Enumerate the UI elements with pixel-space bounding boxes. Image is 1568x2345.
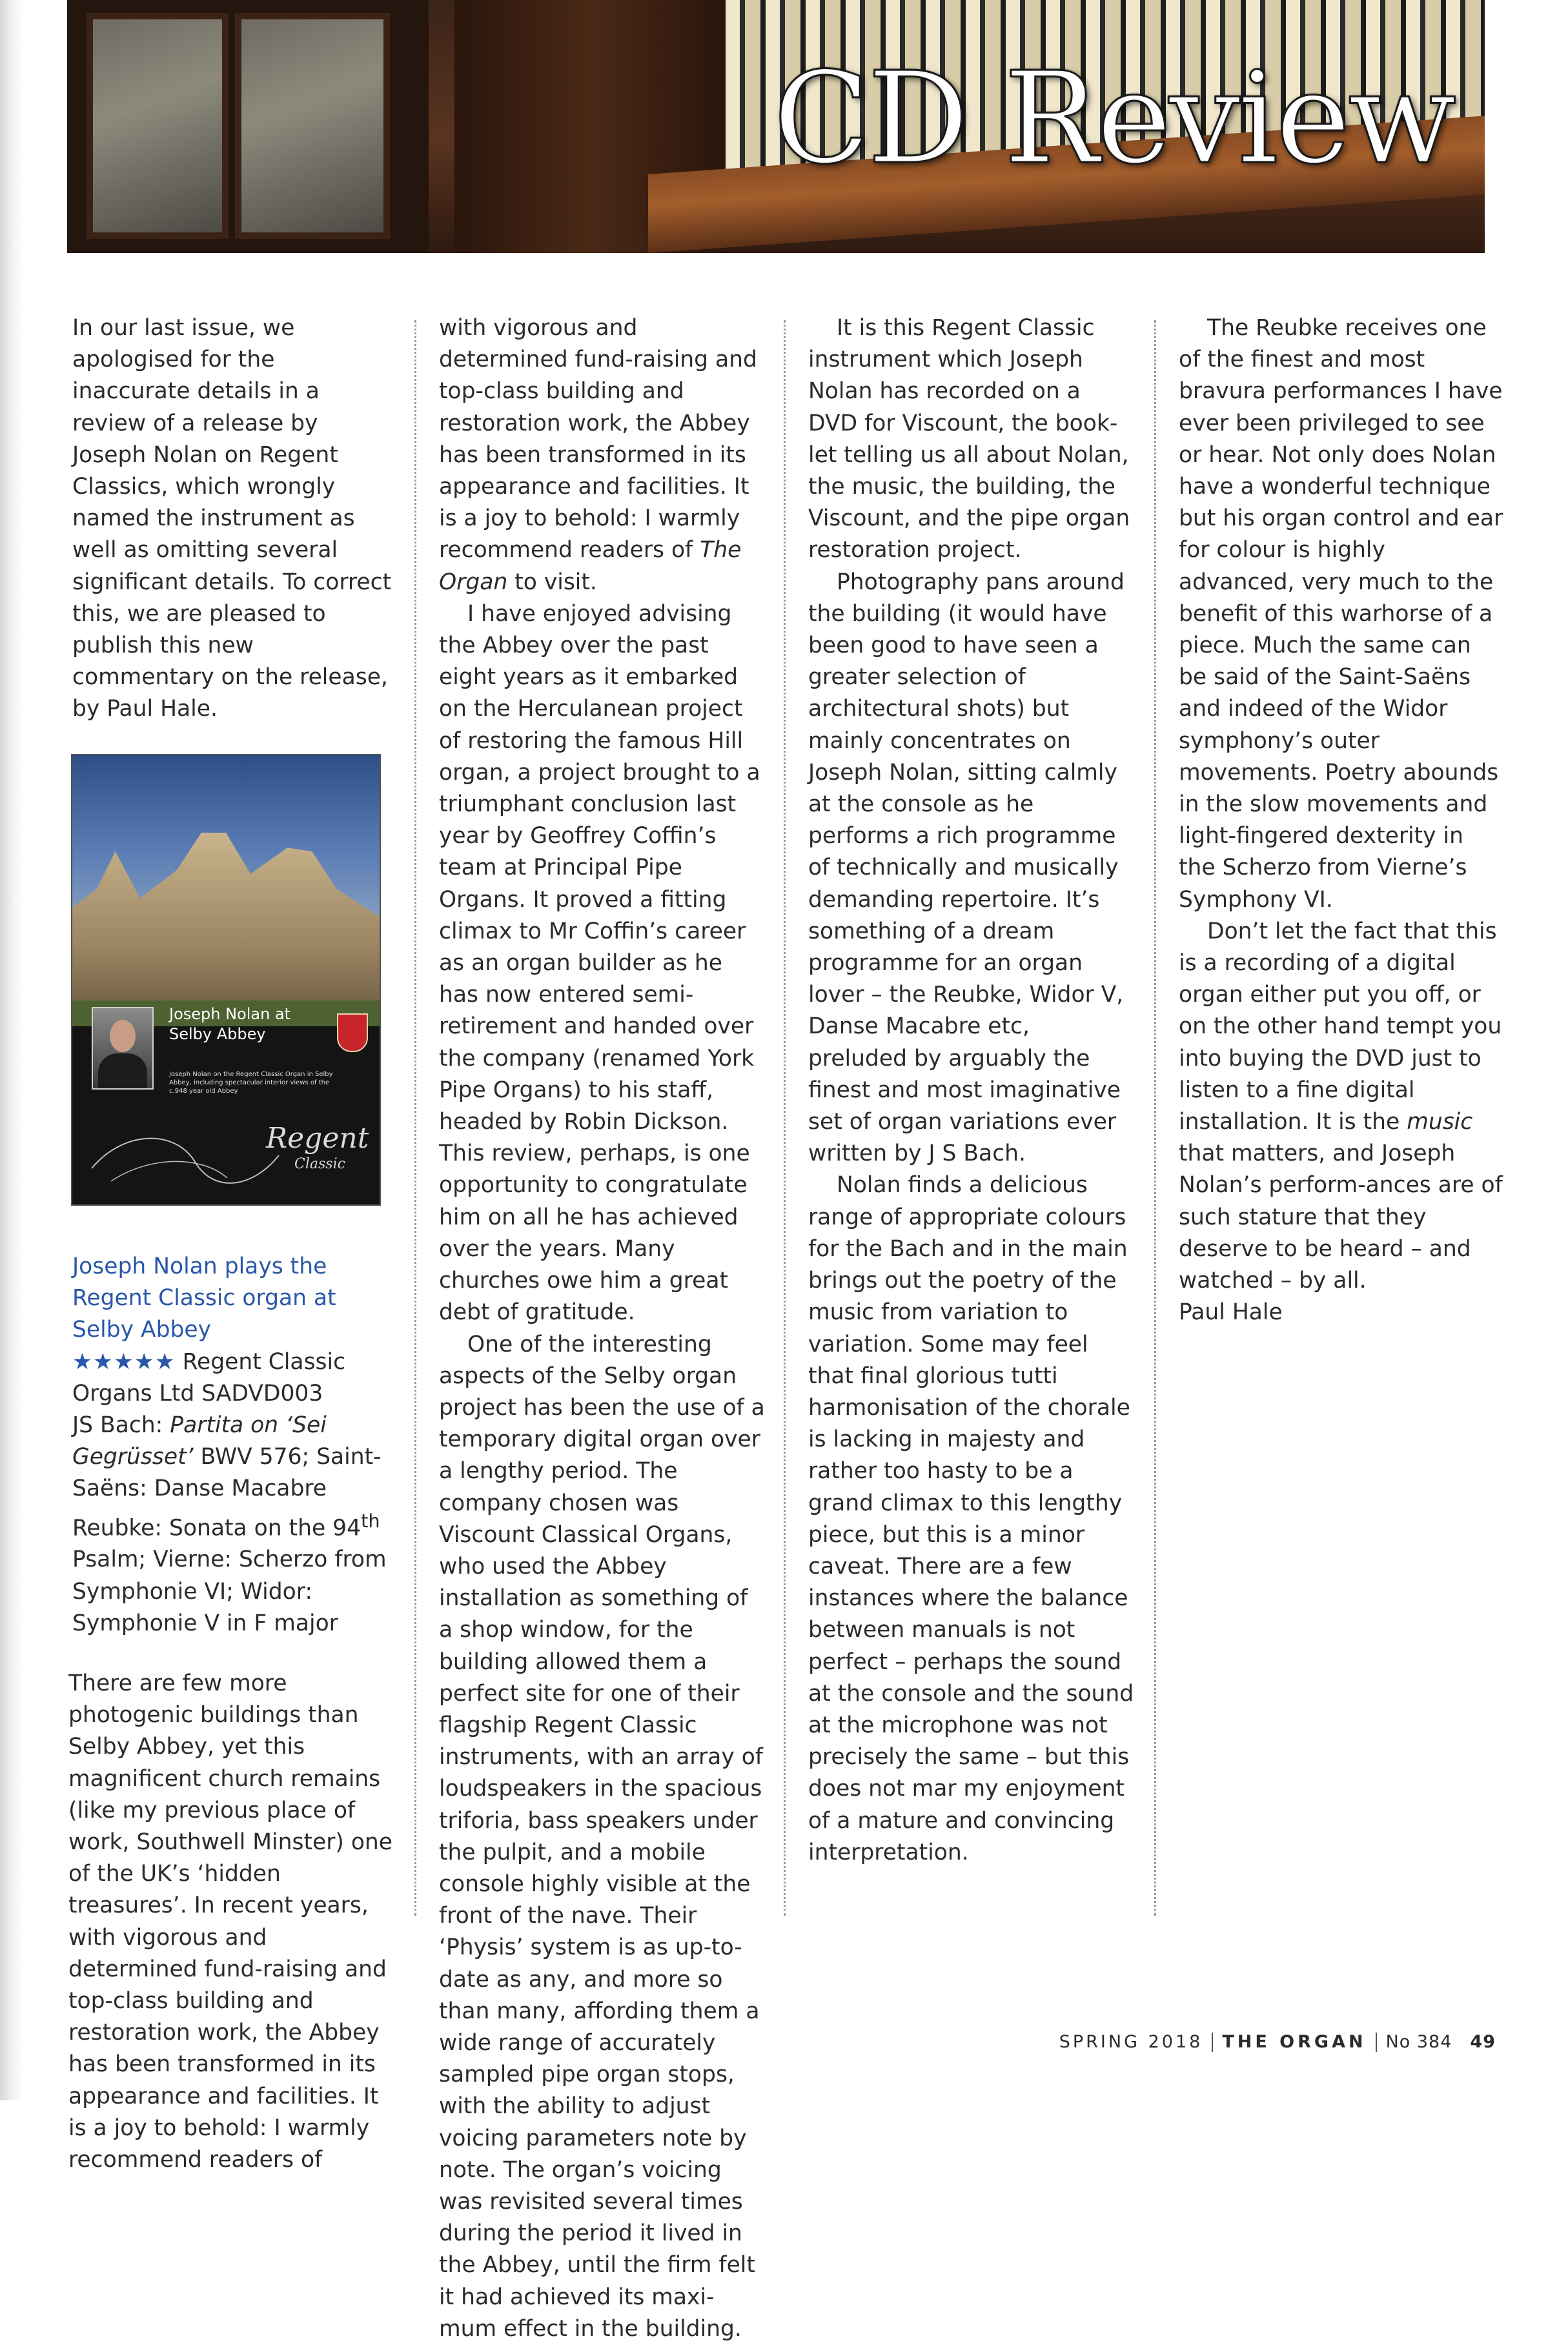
article-text: with vigorous and determined fund-raising and top-class building and restoration work, the Abbey has been transformed in its appearance and facilities. It is a joy to behold: I warmly recommend readers of: [439, 315, 757, 563]
banner-glass-pane: [87, 13, 229, 239]
page-footer: [1059, 2032, 1496, 2052]
article-paragraph: I have enjoyed advising the Abbey over the past eight years as it embarked on the Herculanean project of restoring the famous Hill organ, a project brought to a triumphant conclusion last year by Geoffrey Coffin’s team at Principal Pipe Organs. It proved a fitting climax to Mr Coffin’s career as an organ builder as he has now entered semi-retirement and handed over the company (renamed York Pipe Organs) to his staff, headed by Robin Dickson. This review, perhaps, is one opportunity to congratulate him on all he has achieved over the years. Many churches owe him a great debt of gratitude.: [439, 598, 765, 1329]
release-info: [72, 1251, 395, 1639]
article-column-1: [68, 1668, 394, 1926]
footer-separator: [1212, 2033, 1213, 2052]
article-paragraph: Nolan finds a delicious range of appropriate colours for the Bach and in the main brings out the poetry of the music from variation to variation. Some may feel that final glorious tutti harmonisation of the chorale is lacking in majesty and rather too hasty to be a grand climax to this lengthy piece, but this is a minor caveat. There are a few instances where the balance between manuals is not perfect – perhaps the sound at the console and the sound at the microphone was not precisely the same – but this does not mar my enjoyment of a mature and convincing interpretation.: [808, 1170, 1134, 1868]
article-paragraph: The Reubke receives one of the finest and most bravura performances I have ever been privileged to see or hear. Not only does Nolan have a wonderful technique but his organ control and ear for colour is highly advanced, very much to the benefit of this warhorse of a piece. Much the same can be said of the Saint-Saëns and indeed of the Widor symphony’s outer movements. Poetry abounds in the slow movements and light-fingered dexterity in the Scherzo from Vierne’s Symphony VI.: [1179, 312, 1505, 916]
article-column-4: [1179, 312, 1505, 1920]
portrait-head: [110, 1020, 136, 1052]
cover-title: Joseph Nolan at Selby Abbey: [169, 1004, 331, 1044]
magazine-name: The Organ: [439, 537, 741, 594]
article-paragraph: [439, 312, 765, 598]
programme-superscript: th: [361, 1510, 380, 1532]
footer-issue: No 384: [1386, 2032, 1452, 2052]
cover-portrait: [92, 1007, 154, 1090]
cover-logo-main: Regent: [266, 1126, 369, 1152]
rating-stars-icon: ★★★★★: [72, 1349, 176, 1375]
article-text: to visit.: [507, 569, 597, 595]
intro-paragraph: In our last issue, we apologised for the inaccurate details in a review of a release by Joseph Nolan on Regent Classics, which wrongly named the instrument as well as omitting several significant details. To correct this, we are pleased to publish this new commentary on the release, by Paul Hale.: [72, 312, 395, 726]
programme-part: Psalm; Vierne: Scherzo from Symphonie VI; Widor: Symphonie V in F major: [72, 1547, 387, 1636]
footer-magazine: THE ORGAN: [1222, 2032, 1366, 2052]
cover-crest-icon: [337, 1013, 368, 1052]
banner-cabinet: [67, 0, 429, 253]
article-emphasis: music: [1407, 1109, 1472, 1135]
header-banner: [67, 0, 1485, 253]
cd-cover: [71, 754, 381, 1206]
cover-logo-sub: Classic: [294, 1152, 369, 1177]
column-divider: [414, 320, 416, 1916]
column-divider: [784, 320, 786, 1916]
portrait-body: [98, 1053, 147, 1088]
article-paragraph: One of the interesting aspects of the Selby organ project has been the use of a temporary digital organ over a lengthy period. The company chosen was Viscount Classical Organs, who used the Abbey installation as something of a shop window, for the building allowed them a perfect site for one of their flagship Regent Classic instruments, with an array of loudspeakers in the spacious triforia, bass speakers under the pulpit, and a mobile console highly visible at the front of the nave. Their ‘Physis’ system is as up-to-date as any, and more so than many, affording them a wide range of accurately sampled pipe organ stops, with the ability to adjust voicing parameters note by note. The organ’s voicing was revisited several times during the period it lived in the Abbey, until the firm felt it had achieved its maxi-mum effect in the building.: [439, 1329, 765, 2345]
page-number: 49: [1470, 2032, 1496, 2052]
footer-separator: [1376, 2033, 1377, 2052]
article-column-2: [439, 312, 765, 1920]
release-title: Joseph Nolan plays the Regent Classic organ at Selby Abbey: [72, 1251, 395, 1346]
release-label: Regent Classic Organs Ltd SADVD003: [72, 1349, 345, 1406]
release-programme: [72, 1410, 395, 1639]
release-label-line: [72, 1346, 395, 1410]
footer-season: SPRING 2018: [1059, 2032, 1203, 2052]
programme-work-title: Partita on ‘Sei Gegrüsset’: [72, 1412, 327, 1470]
article-paragraph: It is this Regent Classic instrument which Joseph Nolan has recorded on a DVD for Viscount, the book-let telling us all about Nolan, the music, the building, the Viscount, and the pipe organ restoration project.: [808, 312, 1134, 567]
article-text: that matters, and Joseph Nolan’s perform-ances are of such stature that they deserve to be heard – and watched – by all.: [1179, 1141, 1503, 1294]
column-divider: [1154, 320, 1156, 1916]
cover-subtitle: Joseph Nolan on the Regent Classic Organ in Selby Abbey, including spectacular interior views of the c.948 year old Abbey: [169, 1070, 337, 1095]
page-gutter: [0, 0, 23, 2100]
article-text: There are few more photogenic buildings than Selby Abbey, yet this magnificent church remains (like my previous place of work, Southwell Minster) one of the UK’s ‘hidden treasures’. In recent years, with vigorous and determined fund-raising and top-class building and restoration work, the Abbey has been transformed in its appearance and facilities. It is a joy to behold: I warmly recommend readers of: [68, 1670, 392, 2173]
article-column-3: [808, 312, 1134, 1920]
cover-logo: [266, 1126, 369, 1177]
article-paragraph: [1179, 916, 1505, 1297]
article-text: Don’t let the fact that this is a recording of a digital organ either put you off, or on the other hand tempt you into buying the DVD just to listen to a fine digital installation. It is the: [1179, 919, 1502, 1135]
article-paragraph: [68, 1668, 394, 2176]
page-title: CD Review: [773, 56, 1454, 182]
programme-part: BWV 576; Saint-Saëns: Danse Macabre Reubke: Sonata on the 94: [72, 1444, 382, 1541]
banner-glass-pane: [235, 13, 390, 239]
article-paragraph: Photography pans around the building (it would have been good to have seen a greater selection of architectural shots) but mainly concentrates on Joseph Nolan, sitting calmly at the console as he performs a rich programme of technically and musically demanding repertoire. It’s something of a dream programme for an organ lover – the Reubke, Widor V, Danse Macabre etc, preluded by arguably the finest and most imaginative set of organ variations ever written by J S Bach.: [808, 567, 1134, 1170]
programme-part: JS Bach:: [72, 1412, 170, 1438]
author-name: Paul Hale: [1179, 1297, 1505, 1328]
